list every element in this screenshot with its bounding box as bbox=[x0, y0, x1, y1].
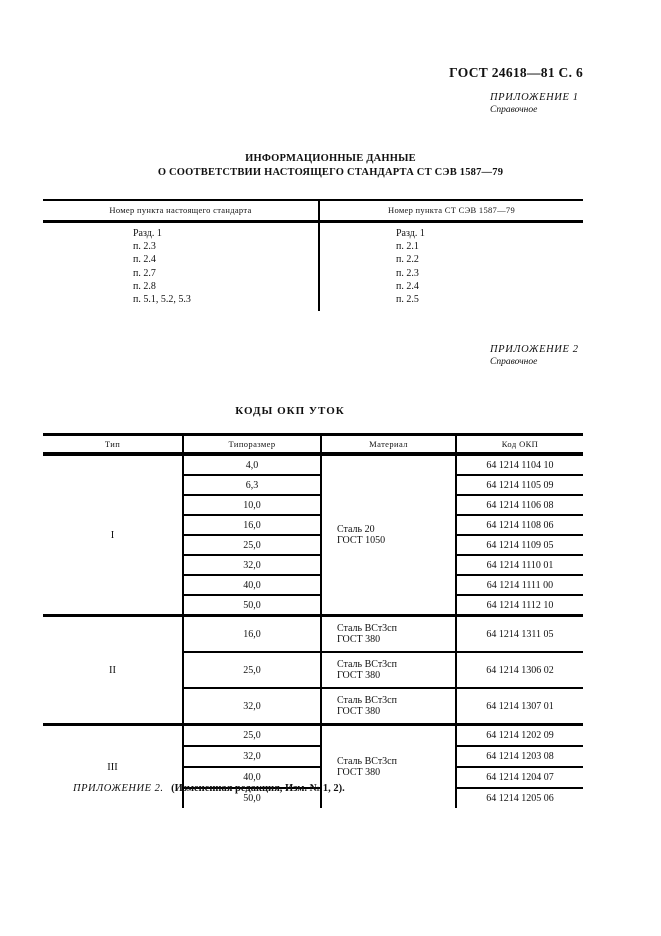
code-cell: 64 1214 1108 06 bbox=[456, 515, 583, 535]
okp-header-row bbox=[43, 435, 583, 455]
okp-table bbox=[43, 433, 583, 808]
clause-cell: п. 5.1, 5.2, 5.3 bbox=[133, 294, 191, 306]
table-row bbox=[43, 616, 583, 653]
clause-cell: п. 2.8 bbox=[133, 280, 156, 292]
code-cell: 64 1214 1204 07 bbox=[456, 767, 583, 788]
table-row bbox=[43, 222, 583, 241]
clause-cell: п. 2.2 bbox=[319, 253, 583, 266]
info-title bbox=[0, 152, 661, 180]
code-cell: 64 1214 1203 08 bbox=[456, 746, 583, 767]
code-cell: 64 1214 1311 05 bbox=[456, 616, 583, 653]
code-cell: 64 1214 1202 09 bbox=[456, 725, 583, 747]
clause-cell: п. 2.3 bbox=[133, 241, 156, 253]
table-row bbox=[43, 454, 583, 475]
clause-cell: Разд. 1 bbox=[133, 228, 162, 239]
appendix2-note: Справочное bbox=[490, 357, 538, 367]
appendix1-label: ПРИЛОЖЕНИЕ 1 bbox=[490, 92, 579, 103]
size-cell: 6,3 bbox=[183, 475, 321, 495]
code-cell: 64 1214 1104 10 bbox=[456, 454, 583, 475]
amendment-appendix-ref: ПРИЛОЖЕНИЕ 2. bbox=[73, 783, 164, 794]
table-row bbox=[43, 280, 583, 293]
material-cell bbox=[321, 616, 456, 653]
table-row bbox=[43, 293, 583, 311]
appendix1-block bbox=[490, 92, 579, 116]
appendix1-note: Справочное bbox=[490, 105, 538, 115]
code-cell: 64 1214 1110 01 bbox=[456, 555, 583, 575]
clause-cell: п. 2.7 bbox=[133, 267, 156, 279]
type-cell: II bbox=[43, 616, 183, 725]
material-line: Сталь ВСт3сп bbox=[337, 658, 397, 670]
okp-header-size: Типоразмер bbox=[183, 435, 321, 455]
size-cell: 25,0 bbox=[183, 535, 321, 555]
clause-cell: п. 2.4 bbox=[319, 280, 583, 293]
size-cell: 25,0 bbox=[183, 725, 321, 747]
okp-header-code: Код ОКП bbox=[456, 435, 583, 455]
correspondence-header-row bbox=[43, 200, 583, 222]
okp-table-title: КОДЫ ОКП УТОК bbox=[235, 405, 345, 417]
okp-header-material: Материал bbox=[321, 435, 456, 455]
table-row bbox=[43, 240, 583, 253]
size-cell: 32,0 bbox=[183, 688, 321, 725]
material-line: ГОСТ 380 bbox=[337, 767, 381, 778]
code-cell: 64 1214 1112 10 bbox=[456, 595, 583, 616]
material-line: Сталь 20 bbox=[337, 523, 375, 535]
appendix2-block bbox=[490, 344, 579, 368]
code-cell: 64 1214 1307 01 bbox=[456, 688, 583, 725]
size-cell: 4,0 bbox=[183, 454, 321, 475]
material-line: Сталь ВСт3сп bbox=[337, 694, 397, 706]
code-cell: 64 1214 1205 06 bbox=[486, 793, 554, 804]
clause-cell: п. 2.5 bbox=[319, 293, 583, 311]
page-header-doc-ref: ГОСТ 24618—81 С. 6 bbox=[449, 65, 583, 80]
clause-cell: п. 2.3 bbox=[319, 267, 583, 280]
size-cell: 16,0 bbox=[183, 616, 321, 653]
material-cell bbox=[321, 454, 456, 616]
clause-cell: п. 2.1 bbox=[319, 240, 583, 253]
material-line: Сталь ВСт3сп bbox=[337, 755, 397, 767]
clause-cell: п. 2.4 bbox=[133, 254, 156, 266]
correspondence-header-standard: Номер пункта настоящего стандарта bbox=[43, 200, 319, 222]
code-cell: 64 1214 1306 02 bbox=[456, 652, 583, 688]
material-cell bbox=[321, 725, 456, 809]
material-cell bbox=[321, 688, 456, 725]
info-title-line2: О СООТВЕТСТВИИ НАСТОЯЩЕГО СТАНДАРТА СТ СЭВ 1587—79 bbox=[157, 167, 504, 178]
table-row bbox=[43, 267, 583, 280]
size-cell: 50,0 bbox=[183, 788, 321, 808]
code-cell: 64 1214 1109 05 bbox=[456, 535, 583, 555]
amendment-text: (Измененная редакция, Изм. № 1, 2). bbox=[171, 783, 345, 794]
table-row bbox=[43, 725, 583, 747]
material-line: Сталь ВСт3сп bbox=[337, 622, 397, 634]
table-row bbox=[43, 253, 583, 266]
size-cell: 32,0 bbox=[183, 555, 321, 575]
material-line: ГОСТ 1050 bbox=[337, 535, 386, 546]
material-cell bbox=[321, 652, 456, 688]
size-cell: 10,0 bbox=[183, 495, 321, 515]
amendment-note bbox=[73, 783, 345, 794]
material-line: ГОСТ 380 bbox=[337, 670, 381, 681]
type-cell: I bbox=[43, 454, 183, 616]
correspondence-header-sev: Номер пункта СТ СЭВ 1587—79 bbox=[319, 200, 583, 222]
size-cell: 40,0 bbox=[183, 575, 321, 595]
material-line: ГОСТ 380 bbox=[337, 706, 381, 717]
size-cell: 32,0 bbox=[183, 746, 321, 767]
size-cell: 50,0 bbox=[183, 595, 321, 616]
size-cell: 40,0 bbox=[183, 767, 321, 788]
appendix2-label: ПРИЛОЖЕНИЕ 2 bbox=[490, 344, 579, 355]
code-cell: 64 1214 1111 00 bbox=[456, 575, 583, 595]
okp-header-type: Тип bbox=[43, 435, 183, 455]
material-line: ГОСТ 380 bbox=[337, 634, 381, 645]
size-cell: 25,0 bbox=[183, 652, 321, 688]
info-title-line1: ИНФОРМАЦИОННЫЕ ДАННЫЕ bbox=[245, 153, 416, 164]
clause-cell: Разд. 1 bbox=[319, 222, 583, 241]
type-cell: III bbox=[107, 761, 118, 773]
correspondence-table bbox=[43, 199, 583, 311]
code-cell: 64 1214 1105 09 bbox=[456, 475, 583, 495]
code-cell: 64 1214 1106 08 bbox=[456, 495, 583, 515]
size-cell: 16,0 bbox=[183, 515, 321, 535]
